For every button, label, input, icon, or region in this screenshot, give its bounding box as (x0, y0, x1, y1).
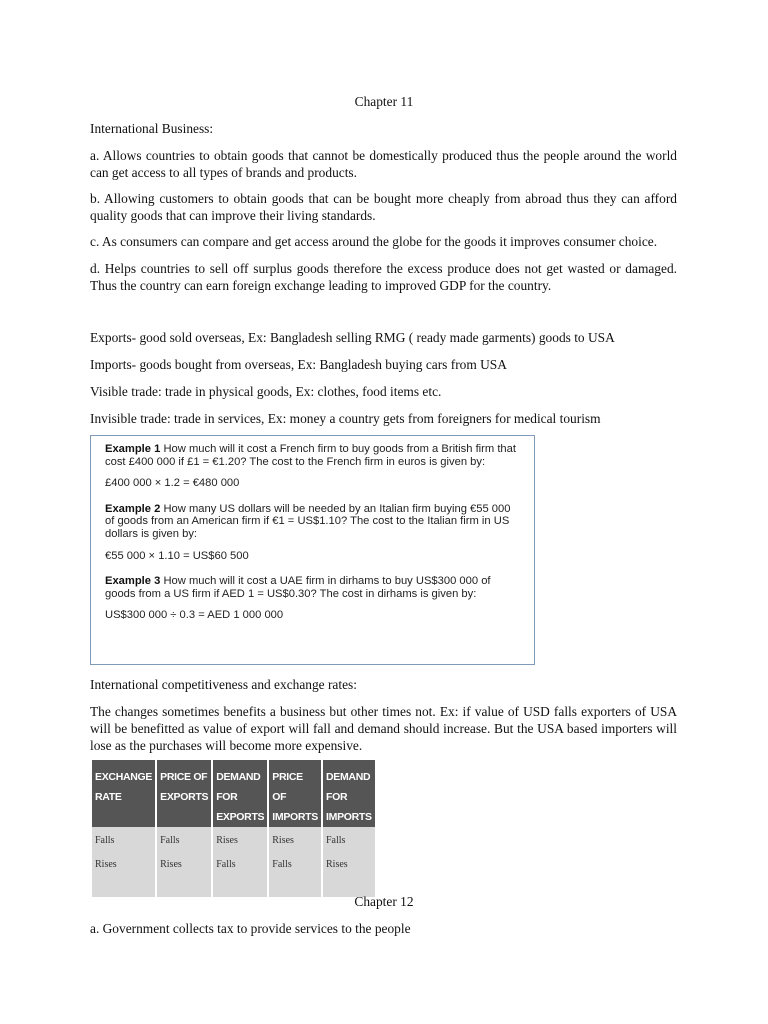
chapter-12-heading: Chapter 12 (354, 894, 414, 909)
table-row (92, 827, 375, 853)
example-1-label: Example 1 (105, 443, 161, 455)
example-3-label: Example 3 (105, 575, 161, 588)
point-b: b. Allowing customers to obtain goods that can be bought more cheaply from abroad thus they can afford quality goods that can improve their living standards. (90, 191, 677, 223)
example-2-label: Example 2 (105, 502, 161, 515)
example-2-text: Example 2 How many US dollars will be needed by an Italian firm buying €55 000 of goods from an American firm if €1 = US$1.10? The cost to the Italian firm in US dollars is given by: (105, 502, 511, 540)
table-cell: Falls (213, 853, 267, 897)
international-business-heading: International Business: (90, 121, 214, 136)
table-cell: Falls (323, 827, 375, 853)
chapter-12-point-a: a. Government collects tax to provide services to the people (90, 921, 411, 936)
table-cell: Falls (92, 827, 155, 853)
visible-trade-definition: Visible trade: trade in physical goods, Ex: clothes, food items etc. (90, 384, 442, 399)
point-d: d. Helps countries to sell off surplus goods therefore the excess produce does not get wasted or damaged. Thus the country can earn foreign exchange leading to improved GDP for the country. (90, 261, 677, 293)
header-exchange-rate: EXCHANGE RATE (92, 760, 155, 827)
competitiveness-heading: International competitiveness and exchange rates: (90, 677, 357, 692)
header-price-of-imports: PRICE OF IMPORTS (269, 760, 321, 827)
header-price-of-exports: PRICE OF EXPORTS (157, 760, 211, 827)
competitiveness-text: The changes sometimes benefits a business but other times not. Ex: if value of USD falls exporters of USA will be benefitted as value of export will fall and demand should increase. But the USA based importers will lose as the purchases will become more expensive. (90, 704, 677, 753)
example-1-calc: £400 000 × 1.2 = €480 000 (105, 477, 240, 490)
point-c: c. As consumers can compare and get access around the globe for the goods it improves consumer choice. (90, 234, 658, 249)
example-2-calc: €55 000 × 1.10 = US$60 500 (105, 549, 249, 562)
table-row (92, 853, 375, 897)
example-3-text: Example 3 How much will it cost a UAE firm in dirhams to buy US$300 000 of goods from a US firm if AED 1 = US$0.30? The cost in dirhams is given by: (105, 575, 491, 600)
exports-definition: Exports- good sold overseas, Ex: Bangladesh selling RMG ( ready made garments) goods to USA (90, 330, 615, 345)
example-3-calc: US$300 000 ÷ 0.3 = AED 1 000 000 (105, 609, 284, 622)
table-cell: Rises (269, 827, 321, 853)
imports-definition: Imports- goods bought from overseas, Ex: Bangladesh buying cars from USA (90, 357, 507, 372)
table-cell: Rises (213, 827, 267, 853)
invisible-trade-definition: Invisible trade: trade in services, Ex: money a country gets from foreigners for medical tourism (90, 411, 601, 426)
table-cell: Rises (157, 853, 211, 897)
table-cell: Falls (157, 827, 211, 853)
chapter-11-heading: Chapter 11 (354, 94, 414, 109)
exchange-examples-figure (90, 435, 535, 665)
table-cell: Rises (92, 853, 155, 897)
table-cell: Falls (269, 853, 321, 897)
example-1-text: Example 1 How much will it cost a French firm to buy goods from a British firm that cost £400 000 if £1 = €1.20? The cost to the French firm in euros is given by: (105, 443, 516, 468)
table-header-row (92, 760, 375, 827)
header-demand-for-exports: DEMAND FOR EXPORTS (213, 760, 267, 827)
header-demand-for-imports: DEMAND FOR IMPORTS (323, 760, 375, 827)
point-a: a. Allows countries to obtain goods that cannot be domestically produced thus the people around the world can get access to all types of brands and products. (90, 148, 677, 180)
table-cell: Rises (323, 853, 375, 897)
exchange-rate-effects-table (90, 760, 377, 897)
